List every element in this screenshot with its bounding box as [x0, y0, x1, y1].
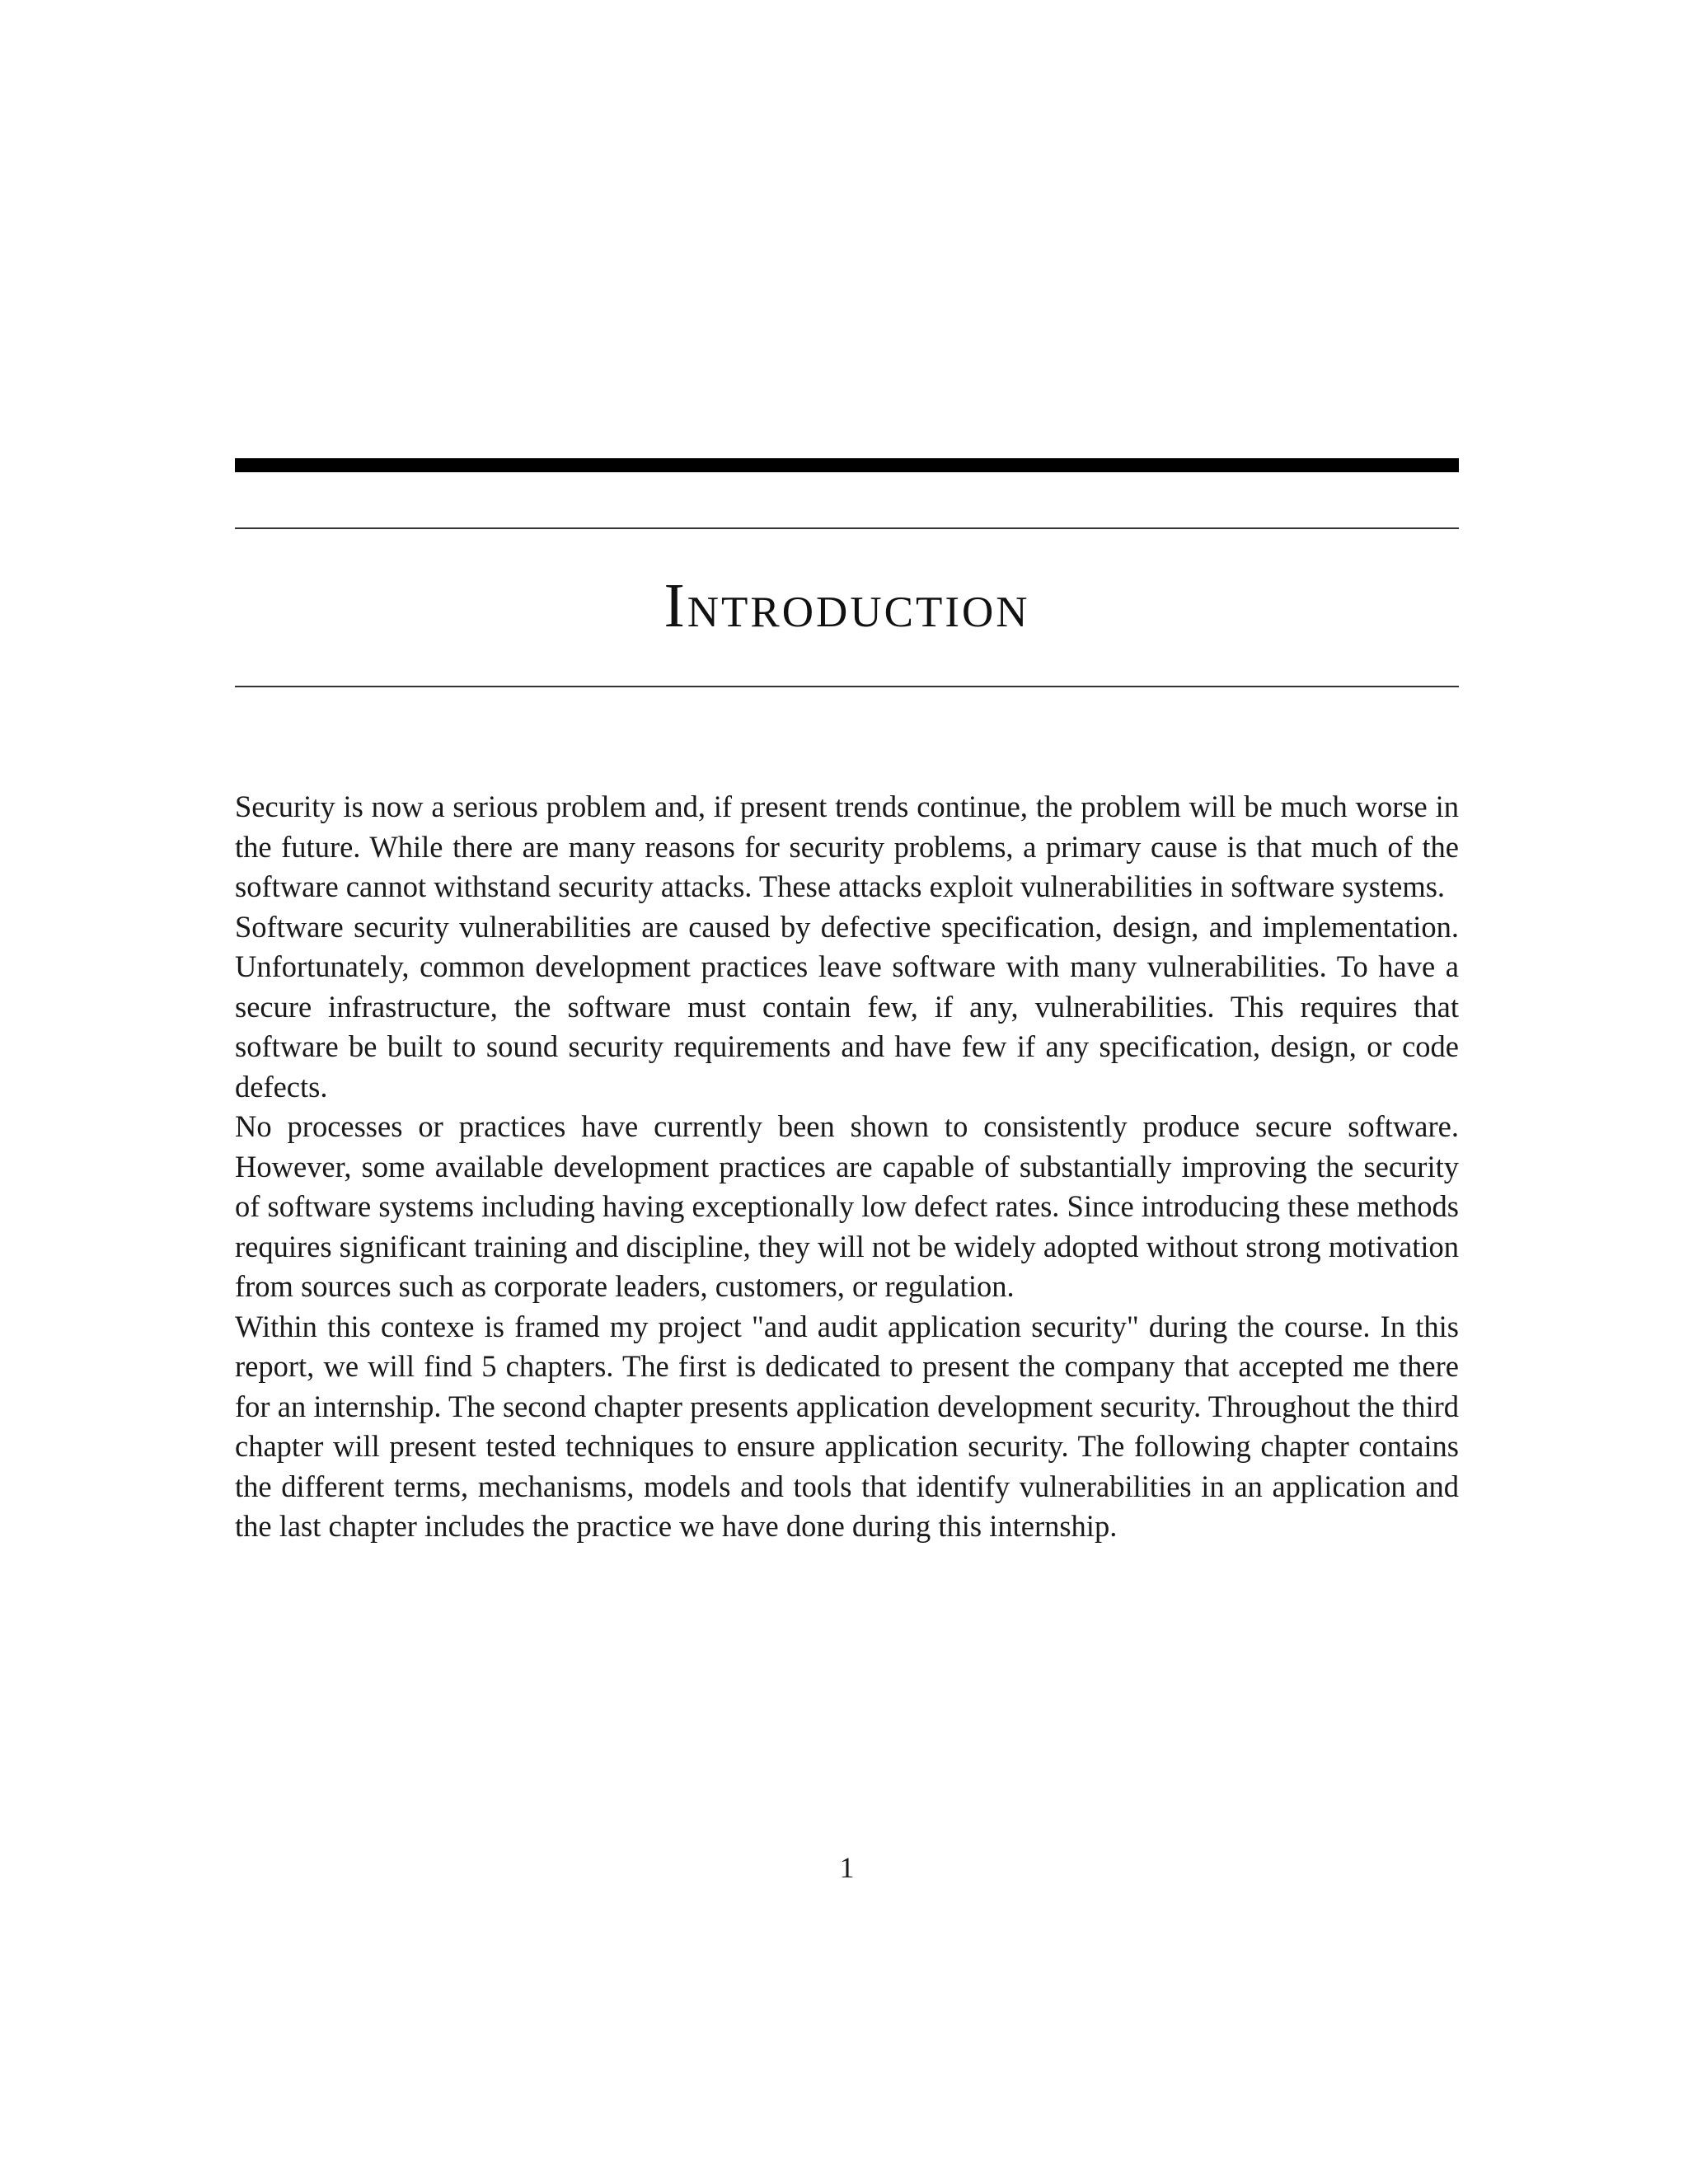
paragraph-4: Within this contexe is framed my project "and audit application security" during the course. In this report, we will find 5 chapters. The first is dedicated to present the company that accepted me there for an internship. The second chapter presents application development security. Throughout the third chapter will present tested techniques to ensure application security. The following chapter contains the different terms, mechanisms, models and tools that identify vulnerabilities in an application and the last chapter includes the practice we have done during this internship. [235, 1309, 1459, 1543]
chapter-title: Introduction [663, 571, 1030, 640]
title-top-rule [235, 527, 1459, 529]
page-number: 1 [839, 1851, 855, 1884]
body-text [235, 787, 1459, 1547]
paragraph-1: Security is now a serious problem and, if present trends continue, the problem will be much worse in the future. While there are many reasons for security problems, a primary cause is that much of the software cannot withstand security attacks. These attacks exploit vulnerabilities in software systems. [235, 790, 1459, 903]
paragraph-3: No processes or practices have currently been shown to consistently produce secure software. However, some available development practices are capable of substantially improving the security of software systems including having exceptionally low defect rates. Since introducing these methods requires significant training and discipline, they will not be widely adopted without strong motivation from sources such as corporate leaders, customers, or regulation. [235, 1109, 1459, 1303]
title-bottom-rule [235, 686, 1459, 687]
chapter-thick-rule [235, 458, 1459, 472]
paragraph-2: Software security vulnerabilities are caused by defective specification, design, and implementation. Unfortunately, common development practices leave software with many vulnerabilities. To have a secure infrastructure, the software must contain few, if any, vulnerabilities. This requires that software be built to sound security requirements and have few if any specification, design, or code defects. [235, 909, 1459, 1104]
